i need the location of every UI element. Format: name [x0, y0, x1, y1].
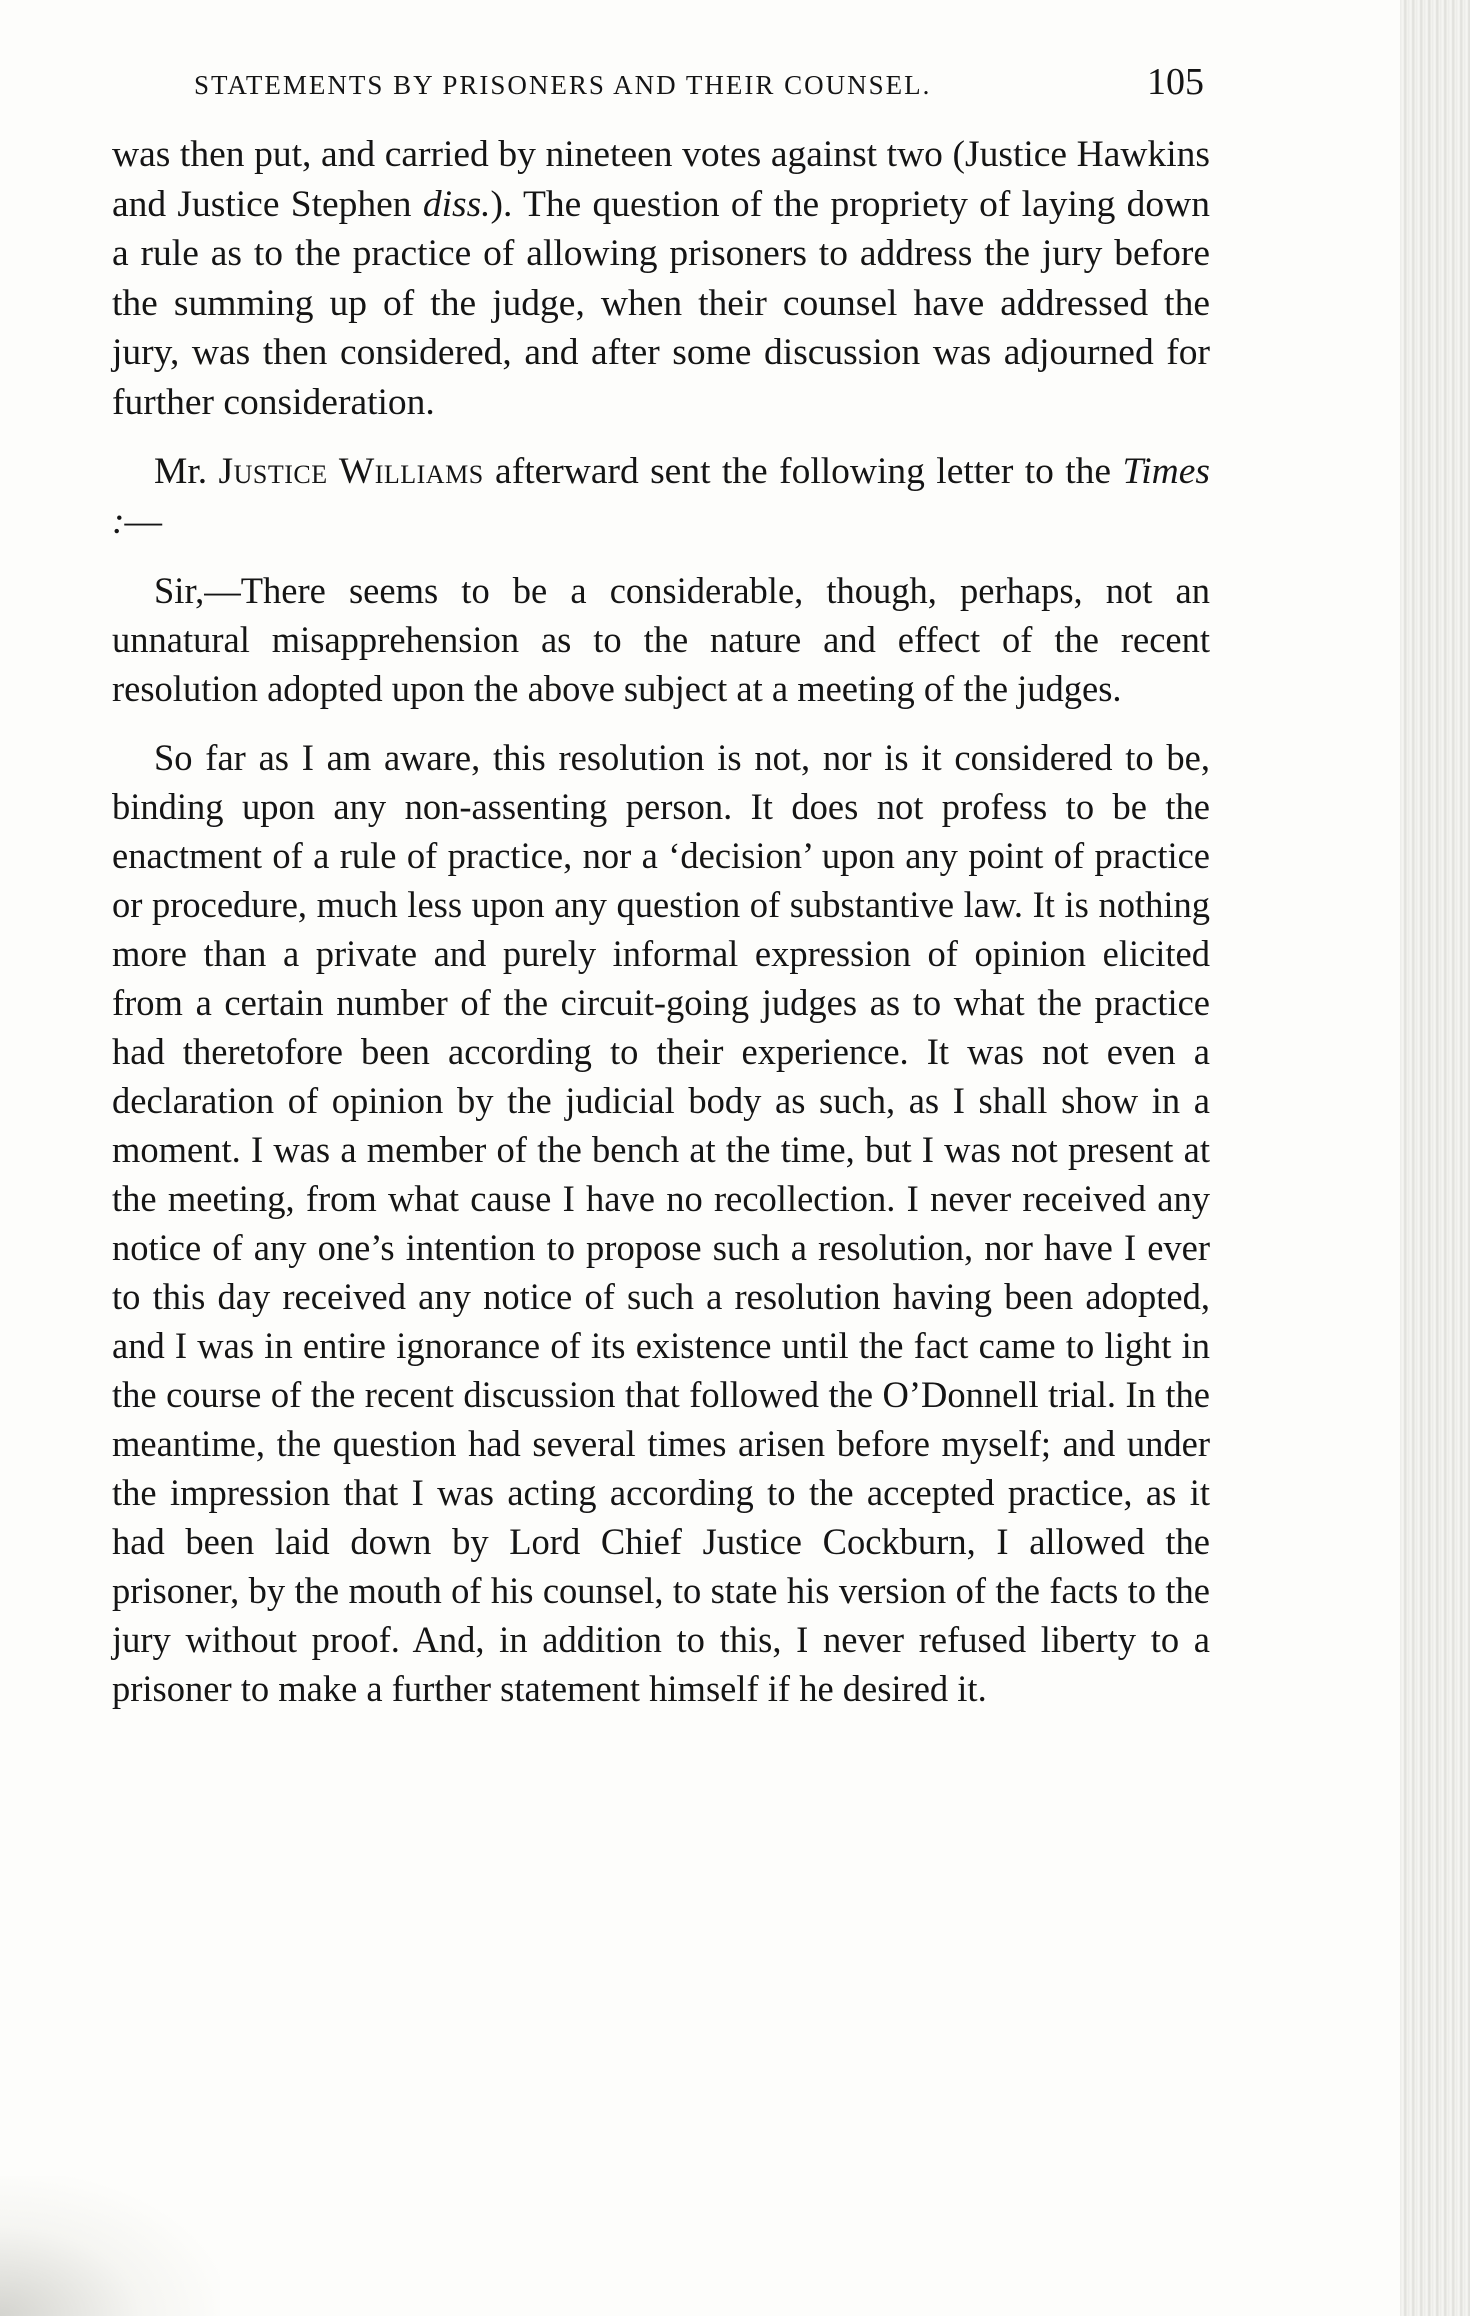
page-content — [112, 60, 1210, 1713]
page-edge-shadow — [1400, 0, 1470, 2316]
running-title: STATEMENTS BY PRISONERS AND THEIR COUNSEL. — [194, 70, 932, 100]
judge-name: Justice Williams — [218, 451, 484, 492]
paragraph-letter-intro — [112, 447, 1210, 546]
paragraph-text: ). The question of the propriety of laying down a rule as to the practice of allowing prisoners to address the jury before the summing up of the judge, when their counsel have addressed the jury, was then considered, and after some discussion was adjourned for further consideration. — [112, 183, 1210, 423]
letter-paragraph-1: Sir,—There seems to be a considerable, though, perhaps, not an unnatural misapprehension as to the nature and effect of the recent resolution adopted upon the above subject at a meeting of the judges. — [112, 570, 1210, 709]
paragraph-text: afterward sent the following letter to the — [483, 451, 1123, 492]
paragraph-text: was then put, and carried by nineteen votes against two (Justice Hawkins and Justice Stephen — [112, 134, 1210, 225]
newspaper-title: Times : — [112, 451, 1210, 542]
page-number: 105 — [1147, 61, 1204, 103]
paragraph-continuation — [112, 130, 1210, 427]
paragraph-text: — — [124, 500, 162, 542]
paragraph-text: Mr. — [154, 451, 219, 492]
running-header — [112, 60, 1210, 104]
italic-abbreviation: diss. — [422, 183, 491, 225]
letter-paragraph-2: So far as I am aware, this resolution is not, nor is it considered to be, binding upon any non-assenting person. It does not profess to be the enactment of a rule of practice, nor a ‘decision’ upon any point of practice or procedure, much less upon any question of substantive law. It is nothing more than a private and purely informal expression of opinion elicited from a certain number of the circuit-going judges as to what the practice had theretofore been according to their experience. It was not even a declaration of opinion by the judicial body as such, as I shall show in a moment. I was a member of the bench at the time, but I was not present at the meeting, from what cause I have no recollection. I never received any notice of any one’s intention to propose such a resolution, nor have I ever to this day received any notice of such a resolution having been adopted, and I was in entire ignorance of its existence until the fact came to light in the course of the recent discussion that followed the O’Donnell trial. In the meantime, the question had several times arisen before myself; and under the impression that I was acting according to the accepted practice, as it had been laid down by Lord Chief Justice Cockburn, I allowed the prisoner, by the mouth of his counsel, to state his version of the facts to the jury without proof. And, in addition to this, I never refused liberty to a prisoner to make a further statement himself if he desired it. — [112, 737, 1210, 1709]
page-corner-shadow — [0, 2176, 220, 2316]
